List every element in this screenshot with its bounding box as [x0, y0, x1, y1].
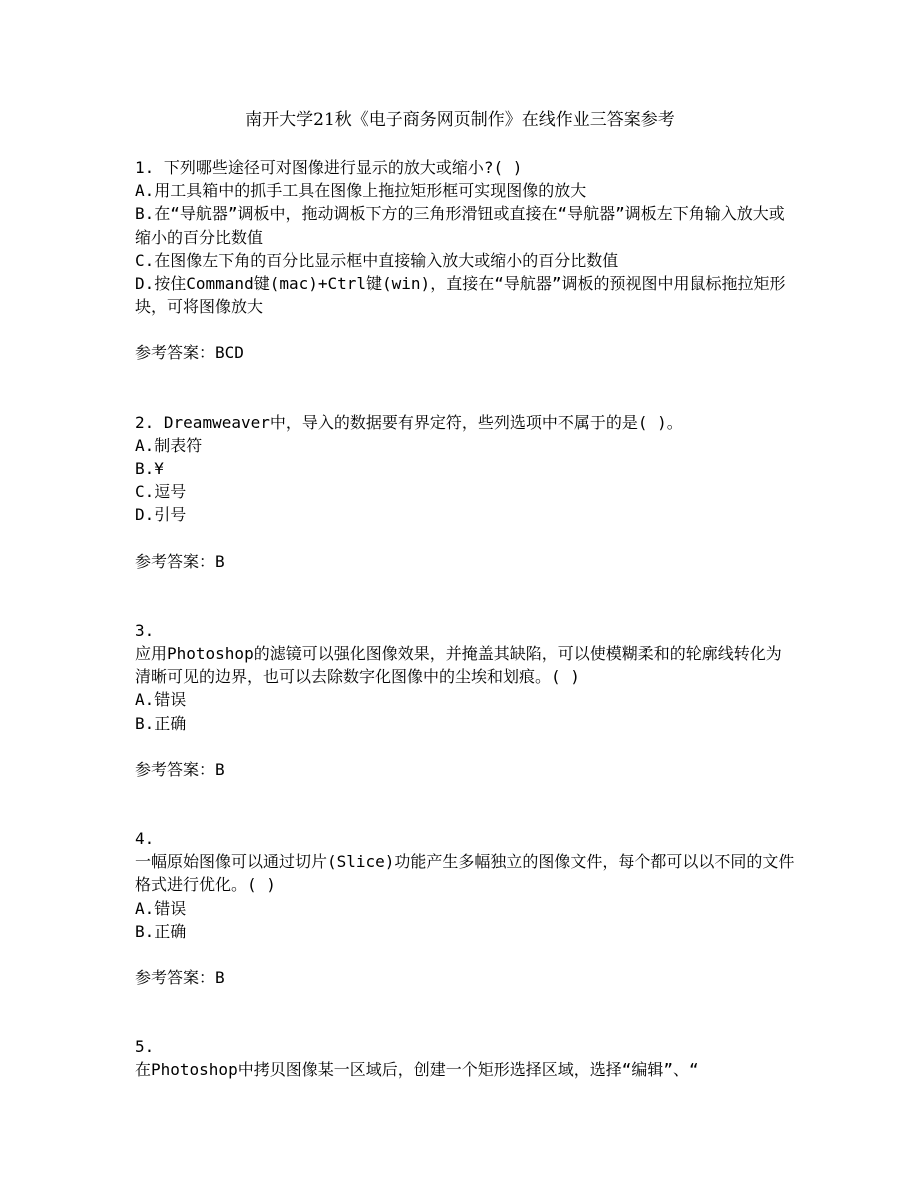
answer-line	[135, 966, 795, 989]
question-stem: 下列哪些途径可对图像进行显示的放大或缩小?( )	[163, 158, 523, 177]
answer-label: 参考答案：	[135, 759, 216, 779]
question-number: 4.	[135, 829, 155, 849]
option-list	[135, 434, 795, 527]
answer-line	[135, 341, 795, 364]
answer-line	[135, 550, 795, 573]
spacer	[135, 989, 795, 1035]
option-b: B.正确	[135, 713, 187, 733]
question-number: 3.	[135, 620, 155, 640]
answer-value: BCD	[215, 343, 244, 363]
option-a: A.用工具箱中的抓手工具在图像上拖拉矩形框可实现图像的放大	[135, 181, 587, 201]
question-list	[135, 156, 795, 1082]
question-stem: Dreamweaver中，导入的数据要有界定符，些列选项中不属于的是( )。	[163, 412, 683, 432]
option-a: A.错误	[135, 690, 187, 710]
question-text	[135, 156, 795, 179]
option-list	[135, 179, 795, 318]
option-a: A.错误	[135, 898, 187, 918]
question-number: 5.	[135, 1037, 155, 1057]
option-list	[135, 688, 795, 734]
answer-label: 参考答案：	[135, 968, 216, 988]
option-d: D.按住Command键(mac)+Ctrl键(win)，直接在“导航器”调板的预视图中用鼠标拖拉矩形块，可将图像放大	[135, 274, 786, 317]
question-2	[135, 411, 795, 573]
question-stem: 在Photoshop中拷贝图像某一区域后，创建一个矩形选择区域，选择“编辑”、“	[135, 1060, 699, 1080]
question-stem: 应用Photoshop的滤镜可以强化图像效果，并掩盖其缺陷，可以使模糊柔和的轮廓线转化为清晰可见的边界，也可以去除数字化图像中的尘埃和划痕。( )	[135, 644, 782, 687]
option-list	[135, 897, 795, 943]
spacer	[135, 365, 795, 411]
option-c: C.逗号	[135, 482, 187, 502]
answer-label: 参考答案：	[135, 551, 216, 571]
question-1	[135, 156, 795, 365]
option-d: D.引号	[135, 505, 187, 525]
question-number: 2.	[135, 412, 155, 432]
option-b: B.¥	[135, 459, 164, 479]
question-number: 1.	[135, 158, 155, 177]
option-c: C.在图像左下角的百分比显示框中直接输入放大或缩小的百分比数值	[135, 250, 619, 270]
question-5	[135, 1035, 795, 1081]
option-a: A.制表符	[135, 435, 203, 455]
option-b: B.正确	[135, 921, 187, 941]
question-text	[135, 411, 795, 434]
answer-line	[135, 758, 795, 781]
answer-value: B	[215, 968, 225, 988]
spacer	[135, 781, 795, 827]
answer-value: B	[215, 759, 225, 779]
question-4	[135, 827, 795, 989]
question-3	[135, 619, 795, 781]
answer-label: 参考答案：	[135, 343, 216, 363]
question-stem: 一幅原始图像可以通过切片(Slice)功能产生多幅独立的图像文件，每个都可以以不同的文件格式进行优化。( )	[135, 852, 795, 895]
spacer	[135, 573, 795, 619]
option-b: B.在“导航器”调板中，拖动调板下方的三角形滑钮或直接在“导航器”调板左下角输入放大或缩小的百分比数值	[135, 204, 785, 247]
answer-value: B	[215, 551, 225, 571]
document-title: 南开大学21秋《电子商务网页制作》在线作业三答案参考	[245, 110, 675, 130]
